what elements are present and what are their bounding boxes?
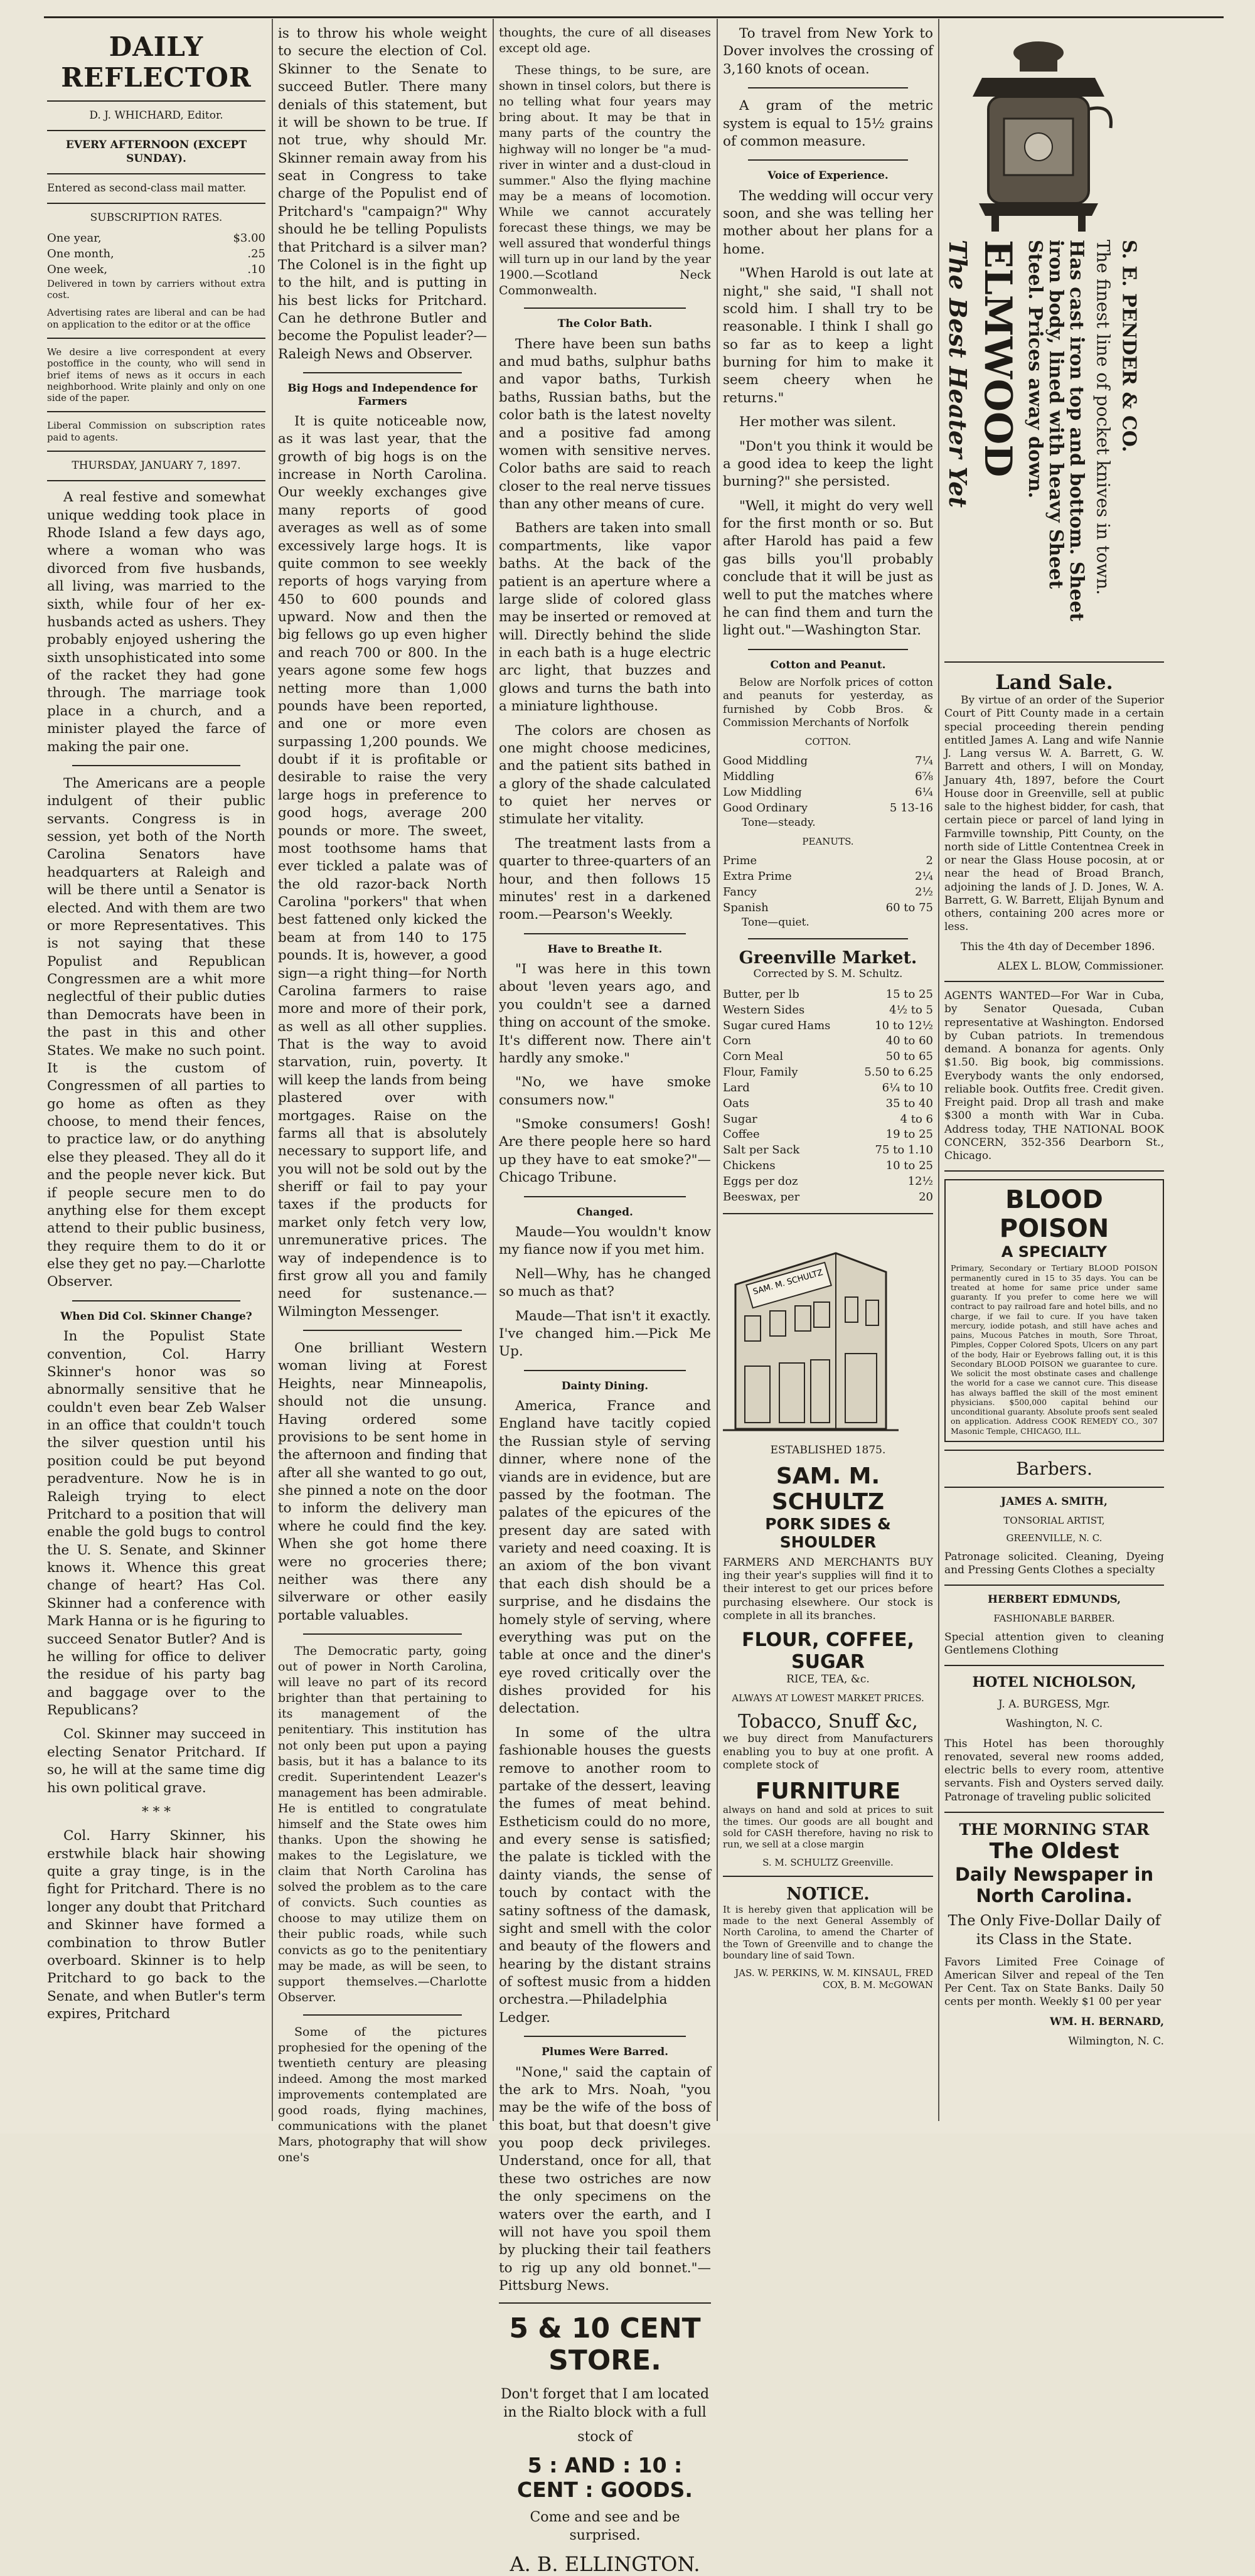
row-label: Extra Prime — [723, 870, 792, 884]
smith-city: GREENVILLE, N. C. — [1006, 1532, 1103, 1544]
advert-line: Advertising rates are liberal and can be had on application to the editor or at the office — [47, 307, 265, 330]
article-skinner-3: Col. Harry Skinner, his erstwhile black hair showing quite a gray tinge, is in the fight for Pritchard. There is no longer any doubt that Pritchard and Skinner have formed a combination to throw Butler overboard. Skinner is to help Pritchard to go back to the Senate, and when Butler's term expires, Pritchard — [47, 1828, 265, 2023]
blood-poison-text: Primary, Secondary or Tertiary BLOOD POISON permanently cured in 15 to 35 days. You can be treated at home for same price under same guaranty. If you prefer to come here we will contract to pay railroad fare and hotel bills, and no charge, if we fail to cure. If you have taken mercury, iodide potash, and still have aches and pains, Mucous Patches in mouth, Sore Throat, Pimples, Copper Colored Spots, Ulcers on any part of the body, Hair or Eyebrows falling out, it is this Secondary BLOOD POISON we guarantee to cure. We solicit the most obstinate cases and challenge the world for a case we cannot cure. This disease has always baffled the skill of the most eminent physicians. $500,000 capital behind our unconditional guaranty. Absolute proofs sent sealed on application. Address COOK REMEDY CO., 307 Masonic Temple, CHICAGO, ILL. — [951, 1263, 1158, 1436]
furniture-line: FURNITURE — [755, 1778, 901, 1805]
article-breathe-3: "Smoke consumers! Gosh! Are there people here so hard up they have to eat smoke?"—Chicago Tribune. — [499, 1116, 711, 1186]
article-wedding: A real festive and somewhat unique wedding took place in Rhode Island a few days ago, where a woman who was divorced from five husbands, all living, was married to the sixth, while four of her ex-husbands acted as ushers. They probably enjoyed ushering the sixth unsophisticated into some of the racket they had gone through. The marriage took place in a church, and a minister played the farce of making the pair one. — [47, 489, 265, 755]
land-sale-title: Land Sale. — [995, 670, 1113, 694]
fact-travel: To travel from New York to Dover involves the crossing of 3,160 knots of ocean. — [723, 26, 933, 77]
row-label: Coffee — [723, 1128, 760, 1141]
article-century-cont-2: These things, to be sure, are shown in tinsel colors, but there is no telling what four years may bring about. It may be that in many parts of the country the highway will no longer be "a mud-river in winter and a dust-cloud in summer." Also the flying machine may be a means of locomotion. While we cannot accurately forecast these things, we may be well assured that wonderful things will turn up in our land by the year 1900.—Scotland Neck Commonwealth. — [499, 63, 711, 298]
ad-5-10-name: A. B. ELLINGTON. — [510, 2552, 700, 2576]
land-sale-sig: ALEX L. BLOW, Commissioner. — [997, 959, 1164, 973]
row-value: 4 to 6 — [900, 1112, 933, 1126]
row-value: 10 to 12½ — [875, 1018, 933, 1032]
furniture-text: always on hand and sold at prices to suit the times. Our goods are all bought and sold for CASH therefore, having no risk to run, we sell at a close margin — [723, 1804, 933, 1851]
market-row — [723, 1049, 933, 1065]
edmunds-name: HERBERT EDMUNDS, — [987, 1593, 1121, 1606]
separator-stars: * * * — [142, 1804, 171, 1820]
row-label: Flour, Family — [723, 1066, 798, 1079]
market-row — [723, 1003, 933, 1018]
furniture-sig: S. M. SCHULTZ Greenville. — [762, 1856, 894, 1868]
article-breathe-1: "I was here in this town about 'leven years ago, and you couldn't see a darned thing on account of the smoke. It's different now. There ain't hardly any smoke." — [499, 961, 711, 1066]
always-line: ALWAYS AT LOWEST MARKET PRICES. — [732, 1692, 924, 1704]
market-row — [723, 1018, 933, 1034]
article-congress: The Americans are a people indulgent of their public servants. Congress is in session, yet both of the North Carolina Senators have headquarters at Raleigh and will be there until a Senator is elected. And with them are two or more Representatives. This is not saying that these Populist and Republican Congressmen are a whit more neglectful of their public duties than Democrats have been in the past in this and other States. We make no such point. It is the custom of Congressmen of all parties to go home as often as they choose, to mend their fences, to practice law, or do anything else they pleased. They all do it and the people never kick. But if people secure men to do anything else for them except attend to their public business, they require them to do it or else they get no pay.—Charlotte Observer. — [47, 775, 265, 1290]
headline-color-bath: The Color Bath. — [557, 318, 653, 331]
market-row — [723, 1034, 933, 1049]
market-row — [723, 1127, 933, 1143]
delivered-line: Delivered in town by carriers without extra cost. — [47, 277, 265, 301]
blood-poison-sub: A SPECIALTY — [1001, 1243, 1108, 1261]
elmwood-name: ELMWOOD — [975, 240, 1020, 478]
article-century-cont: thoughts, the cure of all diseases except old age. — [499, 26, 711, 56]
star-daily: Daily Newspaper in — [954, 1863, 1154, 1885]
headline-changed: Changed. — [577, 1205, 633, 1219]
peanut-row — [723, 853, 933, 869]
market-row — [723, 1096, 933, 1112]
flour-line: FLOUR, COFFEE, SUGAR — [742, 1629, 914, 1674]
store-building-illustration — [723, 1228, 899, 1435]
store-sign: SAM. M. SCHULTZ — [752, 1268, 825, 1297]
ad-5-10-line2: stock of — [577, 2429, 633, 2445]
buy-text: we buy direct from Manufacturers enabling you to buy at one profit. A complete stock of — [723, 1732, 933, 1772]
market-by: Corrected by S. M. Schultz. — [753, 967, 903, 980]
row-label: Prime — [723, 854, 757, 868]
row-value: 5 13-16 — [889, 801, 933, 815]
peanuts-table — [723, 853, 933, 916]
peanut-row — [723, 885, 933, 901]
row-label: Corn — [723, 1034, 751, 1048]
row-value: 19 to 25 — [885, 1128, 933, 1141]
blood-poison-ad — [944, 1179, 1164, 1442]
cotton-title: COTTON. — [804, 736, 852, 748]
row-value: 15 to 25 — [885, 988, 933, 1001]
cotton-row — [723, 801, 933, 816]
article-dainty-2: In some of the ultra fashionable houses the guests remove to another room to partake of the dessert, leaving the fumes of meat behind. Estheticism could do no more, and every sense is satisfied; the palate is tickled with the dainty viands, the sense of touch by contact with the satiny softness of the damask, sight and smell with the color and beauty of the flowers and hearing by the distant strains of softest music from a hidden orchestra.—Philadelphia Ledger. — [499, 1724, 711, 2026]
row-value: 12½ — [907, 1174, 933, 1188]
headline-big-hogs: Big Hogs and Independence for Farmers — [287, 382, 478, 408]
row-label: Sugar cured Hams — [723, 1018, 831, 1032]
row-value: .10 — [247, 262, 265, 276]
row-value: 50 to 65 — [885, 1050, 933, 1064]
notice-sig: JAS. W. PERKINS, W. M. KINSAUL, FRED COX, B. M. McGOWAN — [735, 1967, 933, 1991]
article-plumes: "None," said the captain of the ark to Mrs. Noah, "you may be the wife of the boss of this boat, but that doesn't give you poop deck privileges. Understand, once for all, that these two ostriches are now the only specimens on the waters over the earth, and I will not have you spoil them by plucking their tail feathers to rig up any old bonnet."—Pittsburg News. — [499, 2064, 711, 2294]
article-skinner-2: Col. Skinner may succeed in electing Senator Pritchard. If so, he will at the same time dig his own political grave. — [47, 1726, 265, 1796]
market-row — [723, 1143, 933, 1158]
peanut-row — [723, 869, 933, 885]
rate-row — [47, 231, 265, 247]
peanut-row — [723, 901, 933, 916]
article-changed-2: Nell—Why, has he changed so much as that? — [499, 1266, 711, 1300]
article-color-bath-1: There have been sun baths and mud baths, sulphur baths and vapor baths, Turkish baths, Russian baths, but the color bath is the latest novelty and a positive fad among women with sensitive nerves. Color baths are said to reach closer to the real nerve tissues than any other means of cure. — [499, 336, 711, 513]
row-label: Beeswax, per — [723, 1190, 800, 1204]
row-label: Fancy — [723, 885, 757, 899]
market-row — [723, 1190, 933, 1205]
cotton-row — [723, 785, 933, 801]
article-changed-1: Maude—You wouldn't know my fiance now if you met him. — [499, 1224, 711, 1258]
star-text: Favors Limited Free Coinage of American Silver and repeal of the Ten Per Cent. Tax on State Banks. Daily 50 cents per month. Weekly $1 00 per year — [944, 1955, 1164, 2009]
row-value: .25 — [247, 247, 265, 261]
article-color-bath-2: Bathers are taken into small compartments, like vapor baths. At the back of the patient is an aperture where a large slide of colored glass may be inserted or removed at will. Directly behind the slide in each bath is a huge electric arc light, that buzzes and glows and turns the bath into a miniature lighthouse. — [499, 520, 711, 715]
column-rule — [938, 19, 939, 2121]
market-title: Greenville Market. — [739, 948, 917, 968]
rate-row — [47, 262, 265, 278]
headline-breathe: Have to Breathe It. — [547, 943, 663, 956]
article-western-woman: One brilliant Western woman living at Forest Heights, near Minneapolis, should not die unsung. Having ordered some provisions to be sent home in the afternoon and finding that after all she wanted to go out, she pinned a note on the door to inform the delivery man where he could find the key. When she got home there were no groceries there; neither was there any silverware or other easily portable valuables. — [278, 1340, 487, 1623]
fact-gram: A gram of the metric system is equal to 15½ grains of common measure. — [723, 98, 933, 149]
column-1 — [47, 25, 265, 2121]
cotton-intro: Below are Norfolk prices of cotton and peanuts for yesterday, as furnished by Cobb Bros. & Commission Merchants of Norfolk — [723, 676, 933, 729]
row-label: One month, — [47, 247, 114, 261]
correspondent-note: We desire a live correspondent at every postoffice in the county, who will send in brief items of news as it occurs in each neighborhood. Write plainly and only on one side of the paper. — [47, 346, 265, 404]
article-changed-3: Maude—That isn't it exactly. I've changed him.—Pick Me Up. — [499, 1308, 711, 1360]
market-row — [723, 1174, 933, 1190]
star-oldest: The Oldest — [989, 1838, 1119, 1864]
article-twentieth-century: Some of the pictures prophesied for the opening of the twentieth century are pleasing indeed. Among the most marked improvements contemplated are good roads, flying machines, communications with the planet Mars, photography that will show one's — [278, 2024, 487, 2165]
article-big-hogs: It is quite noticeable now, as it was last year, that the growth of big hogs is on the increase in North Carolina. Our weekly exchanges give many reports of good averages as well as of some excessively large hogs. It is quite common to see weekly reports of hogs varying from 450 to 600 pounds and upward. Now and then the big fellows go up even higher and reach 700 or 800. In the years agone some few hogs netting more than 1,000 pounds have been reported, and one or more even surpassing 1,200 pounds. We doubt if it is profitable or desirable to raise the very large hogs in preference to good hogs, average 200 pounds or more. The sweet, most toothsome hams that ever tickled a palate was of the old razor-back North Carolina "porkers" that when best fattened only kicked the beam at from 140 to 175 pounds. It is, however, a good sign—a right thing—for North Carolina farmers to raise more and more of their pork, as well as all other supplies. That is the way to avoid starvation, ruin, poverty. It will keep the lands from being plastered over with mortgages. Raise on the farms all that is absolutely necessary to support life, and you will not be sold out by the sheriff or fail to pay your taxes if the products for market only fetch very low, unremunerative prices. The way of independence is to first grow all you and family need for sustenance.—Wilmington Messenger. — [278, 413, 487, 1320]
article-color-bath-4: The treatment lasts from a quarter to three-quarters of an hour, and then follows 15 minutes' rest in a darkened room.—Pearson's Weekly. — [499, 835, 711, 923]
row-value: 6¼ — [915, 785, 933, 799]
star-title: THE MORNING STAR — [959, 1820, 1150, 1839]
market-row — [723, 1158, 933, 1174]
row-value: 7¼ — [915, 754, 933, 768]
column-5 — [944, 25, 1164, 2121]
row-label: Western Sides — [723, 1003, 805, 1017]
row-label: Sugar — [723, 1112, 757, 1126]
row-label: Salt per Sack — [723, 1143, 800, 1157]
issue-date: THURSDAY, JANUARY 7, 1897. — [72, 459, 241, 472]
elmwood-ad — [944, 240, 1164, 654]
commission-note: Liberal Commission on subscription rates paid to agents. — [47, 420, 265, 443]
row-label: Low Middling — [723, 785, 802, 799]
notice-title: NOTICE. — [786, 1884, 870, 1904]
market-row — [723, 1112, 933, 1128]
land-sale-text: By virtue of an order of the Superior Court of Pitt County made in a certain special proceeding therein pending entitled James A. Lang and wife Nannie J. Lang versus W. A. Barrett, G. W. Barrett and others, I will on Monday, January 4th, 1897, before the Court House door in Greenville, sell at public sale to the highest bidder, for cash, that certain piece or parcel of land lying in Farmville township, Pitt County, on the north side of Little Contentnea Creek in or near the Glass House pocosin, at or near the head of Broad Branch, adjoining the lands of J. D. Jones, W. A. Barrett, G. W. Barrett, Elijah Bynum and others, containing 200 acres more or less. — [944, 694, 1164, 934]
market-table — [723, 987, 933, 1205]
cotton-row — [723, 769, 933, 785]
notice-text: It is hereby given that application will be made to the next General Assembly of North Carolina, to amend the Charter of the Town of Greenville and to change the boundary line of said Town. — [723, 1903, 933, 1962]
rate-row — [47, 247, 265, 262]
row-label: Lard — [723, 1081, 750, 1094]
row-value: 4½ to 5 — [889, 1003, 933, 1017]
row-value: 35 to 40 — [885, 1096, 933, 1110]
farmers-text: FARMERS AND MERCHANTS BUY ing their year's supplies will find it to their interest to get our prices before purchasing elsewhere. Our stock is complete in all its branches. — [723, 1556, 933, 1622]
article-skinner: In the Populist State convention, Col. Harry Skinner's honor was so abnormally sensitive that he couldn't even bear Zeb Walser in an office that couldn't touch the silver question until his position could be put beyond peradventure. Now he is in Raleigh trying to elect Pritchard to a position that will enable the gold bugs to control the U. S. Senate, and Skinner knows it. Whence this great change of heart? Has Col. Skinner had a conference with Mark Hanna or is he figuring to succeed Senator Butler? And is he willing for office to deliver the residue of his party bag and baggage over to the Republicans? — [47, 1328, 265, 1719]
row-value: 6¼ to 10 — [882, 1081, 933, 1094]
row-label: Butter, per lb — [723, 988, 799, 1001]
article-color-bath-3: The colors are chosen as one might choose medicines, and the patient sits bathed in a glory of the shade calculated to quiet her nerves or stimulate her vitality. — [499, 722, 711, 828]
barbers-heading: Barbers. — [1016, 1458, 1092, 1479]
elmwood-features: Has cast iron top and bottom. Sheet iron body, lined with heavy Sheet Steel. Prices away down. — [1023, 240, 1087, 622]
row-value: 6⅞ — [915, 770, 933, 784]
column-rule — [717, 19, 718, 2121]
row-label: Good Ordinary — [723, 801, 808, 815]
blood-poison-title: BLOOD POISON — [999, 1185, 1109, 1244]
star-city: Wilmington, N. C. — [1068, 2034, 1164, 2048]
cotton-table — [723, 754, 933, 816]
column-rule — [272, 19, 273, 2121]
entered-line: Entered as second-class mail matter. — [47, 181, 247, 195]
article-dainty-1: America, France and England have tacitly copied the Russian style of serving dinner, where none of the viands are in evidence, but are passed by the footman. The palates of the epicures of the present day are sated with variety and need coaxing. It is an axiom of the bon vivant that each dish should be a surprise, and he disdains the homely style of serving, where everything was put on the table at once and the diner's eye roved critically over the dishes provided for his delectation. — [499, 1398, 711, 1717]
column-3 — [499, 25, 711, 2576]
row-label: Good Middling — [723, 754, 808, 768]
rates-title: SUBSCRIPTION RATES. — [90, 211, 223, 224]
market-row — [723, 1065, 933, 1081]
agents-wanted-ad: AGENTS WANTED—For War in Cuba, by Senator Quesada, Cuban representative at Washington. Endorsed by Cuban patriots. In tremendous demand. A bonanza for agents. Only $1.50. Big book, big commissions. Everybody wants the only endorsed, reliable book. Outfits free. Credit given. Freight paid. Drop all trash and make $300 a month with War in Cuba. Address today, THE NATIONAL BOOK CONCERN, 352-356 Dearborn St., Chicago. — [944, 990, 1164, 1162]
cotton-tone: Tone—steady. — [742, 816, 816, 829]
headline-experience: Voice of Experience. — [767, 169, 889, 183]
rice-line: RICE, TEA, &c. — [786, 1673, 870, 1686]
hotel-name: HOTEL NICHOLSON, — [972, 1674, 1136, 1691]
top-rule — [44, 16, 1224, 18]
star-only: The Only Five-Dollar Daily of its Class in the State. — [948, 1912, 1161, 1948]
row-value: 2 — [926, 854, 933, 868]
est-line: ESTABLISHED 1875. — [770, 1443, 886, 1456]
ad-5-10-line3: Come and see and be surprised. — [530, 2509, 680, 2543]
smith-title: TONSORIAL ARTIST, — [1003, 1515, 1105, 1526]
market-row — [723, 987, 933, 1003]
smith-text: Patronage solicited. Cleaning, Dyeing and Pressing Gents Clothes a specialty — [944, 1550, 1164, 1576]
headline-cotton: Cotton and Peanut. — [770, 658, 886, 671]
column-rule — [493, 19, 494, 2121]
hotel-mgr: J. A. BURGESS, Mgr. — [998, 1698, 1111, 1711]
publish-line: EVERY AFTERNOON (EXCEPT SUNDAY). — [65, 139, 247, 165]
row-label: One week, — [47, 262, 108, 276]
row-label: Oats — [723, 1096, 749, 1110]
row-label: Eggs per doz — [723, 1174, 798, 1188]
stove-illustration — [944, 28, 1133, 235]
ad-5-10-goods: 5 : AND : 10 : CENT : GOODS. — [517, 2452, 693, 2502]
row-value: 20 — [919, 1190, 933, 1204]
row-label: Middling — [723, 770, 774, 784]
row-label: Corn Meal — [723, 1050, 784, 1064]
cotton-row — [723, 754, 933, 769]
headline-skinner: When Did Col. Skinner Change? — [60, 1310, 252, 1323]
row-value: $3.00 — [233, 232, 265, 245]
headline-plumes: Plumes Were Barred. — [541, 2046, 669, 2059]
hotel-text: This Hotel has been thoroughly renovated, several new rooms added, electric bells to every room, attentive servants. Fish and Oysters served daily. Patronage of traveling public solicited — [944, 1737, 1164, 1804]
star-sig: WM. H. BERNARD, — [1049, 2015, 1164, 2028]
column-2 — [278, 25, 487, 2165]
hotel-city: Washington, N. C. — [1005, 1718, 1103, 1731]
smith-name: JAMES A. SMITH, — [1001, 1495, 1108, 1508]
masthead: DAILY REFLECTOR — [61, 31, 252, 93]
schultz-name: SAM. M. SCHULTZ — [771, 1463, 885, 1515]
article-experience-4: "Don't you think it would be a good idea to keep the light burning?" she persisted. — [723, 438, 933, 490]
row-value: 2¼ — [915, 870, 933, 884]
article-experience-1: The wedding will occur very soon, and she was telling her mother about her plans for a home. — [723, 188, 933, 257]
article-experience-3: Her mother was silent. — [739, 414, 897, 430]
edmunds-title: FASHIONABLE BARBER. — [993, 1613, 1115, 1625]
ad-5-10-store-title: 5 & 10 CENT STORE. — [509, 2312, 701, 2377]
elmwood-store: S. E. PENDER & CO. — [1118, 240, 1140, 452]
row-value: 40 to 60 — [885, 1034, 933, 1048]
edmunds-text: Special attention given to cleaning Gentlemens Clothing — [944, 1630, 1164, 1657]
rates-table — [47, 231, 265, 277]
headline-dainty: Dainty Dining. — [561, 1379, 649, 1392]
row-value: 60 to 75 — [885, 901, 933, 914]
row-value: 10 to 25 — [885, 1159, 933, 1173]
article-experience-5: "Well, it might do very well for the first month or so. But after Harold has paid a few gas bills you'll probably conclude that it will be just as well to put the matches where he can find them and turn the light out."—Washington Star. — [723, 498, 933, 639]
row-label: Spanish — [723, 901, 769, 914]
row-value: 75 to 1.10 — [875, 1143, 933, 1157]
article-experience-2: "When Harold is out late at night," she said, "I shall not scold him. I shall try to be reasonable. I think I shall go so far as to keep a light burning for him to make it seem cheery when he returns." — [723, 265, 933, 406]
peanuts-title: PEANUTS. — [802, 835, 854, 847]
land-sale-date: This the 4th day of December 1896. — [961, 940, 1155, 953]
column-4 — [723, 25, 933, 2121]
elmwood-tagline: The Best Heater Yet — [943, 240, 972, 508]
row-value: 5.50 to 6.25 — [864, 1066, 933, 1079]
article-breathe-2: "No, we have smoke consumers now." — [499, 1074, 711, 1108]
pork-line: PORK SIDES & SHOULDER — [765, 1514, 891, 1551]
row-label: One year, — [47, 232, 102, 245]
article-skinner-cont: is to throw his whole weight to secure the election of Col. Skinner to the Senate to succeed Butler. There many denials of this statement, but it will be shown to be true. If not true, why should Mr. Skinner remain away from his seat in Congress to take charge of the Populist end of Pritchard's "campaign?" Why should he be telling Populists that Pritchard is a silver man? The Colonel is in the fight up to the hilt, and is putting in his best licks for Pritchard. Can he dethrone Butler and become the Populist leader?—Raleigh News and Observer. — [278, 26, 487, 362]
ad-5-10-line1: Don't forget that I am located in the Rialto block with a full — [500, 2386, 710, 2421]
star-nc: North Carolina. — [976, 1884, 1133, 1906]
article-penitentiary: The Democratic party, going out of power in North Carolina, will leave no part of its record brighter than that pertaining to its management of the penitentiary. This institution has not only been put upon a paying basis, but it has a balance to its credit. Superintendent Leazer's management has been admirable. He is entitled to congratulate himself and the State owes him thanks. Upon the showing he makes to the Legislature, we claim that North Carolina has solved the problem as to the care of convicts. Such counties as choose to may utilize them on their public roads, while such convicts as go to the penitentiary may be made, as will be seen, to support themselves.—Charlotte Observer. — [278, 1644, 487, 2004]
row-value: 2½ — [915, 885, 933, 899]
market-row — [723, 1081, 933, 1096]
editor-line: D. J. WHICHARD, Editor. — [89, 109, 223, 122]
peanuts-tone: Tone—quiet. — [742, 916, 809, 929]
row-label: Chickens — [723, 1159, 776, 1173]
elmwood-knives: The finest line of pocket knives in town. — [1092, 240, 1114, 596]
tobacco-line: Tobacco, Snuff &c, — [738, 1710, 918, 1733]
